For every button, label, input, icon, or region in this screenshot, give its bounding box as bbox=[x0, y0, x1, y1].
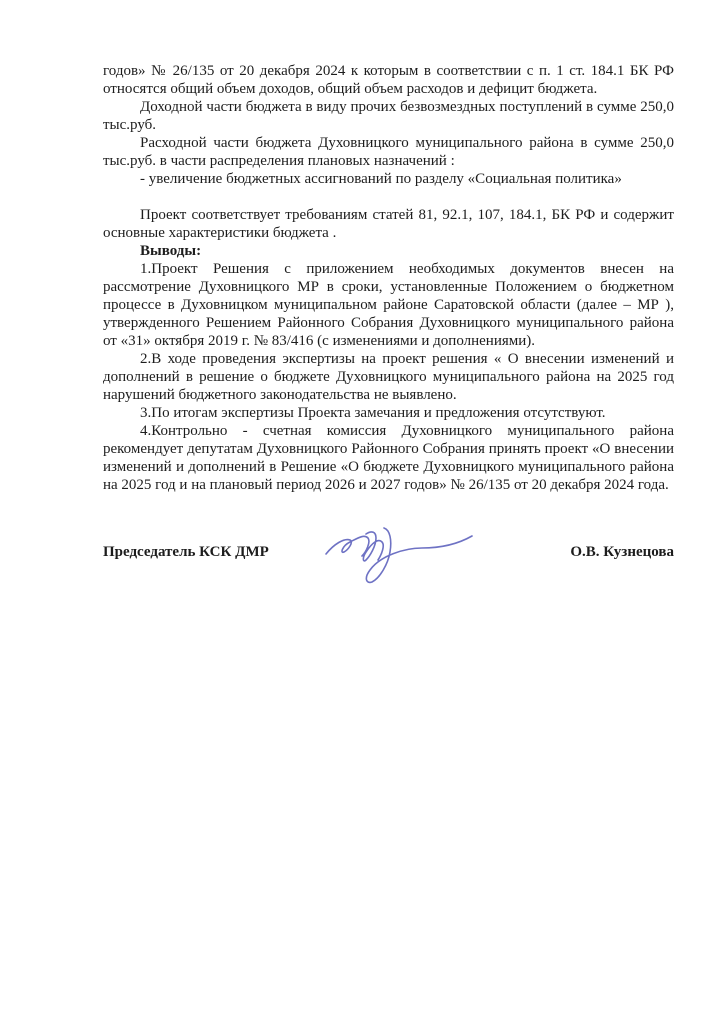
paragraph: годов» № 26/135 от 20 декабря 2024 к которым в соответствии с п. 1 ст. 184.1 БК РФ относятся общий объем доходов, общий объем расходов и дефицит бюджета. bbox=[103, 63, 674, 97]
handwritten-signature bbox=[320, 516, 480, 588]
document-body bbox=[103, 62, 674, 588]
signature-block bbox=[103, 516, 674, 588]
signer-title: Председатель КСК ДМР bbox=[103, 544, 269, 560]
paragraph: Проект соответствует требованиям статей 81, 92.1, 107, 184.1, БК РФ и содержит основные характеристики бюджета . bbox=[103, 207, 674, 241]
signer-name: О.В. Кузнецова bbox=[570, 544, 674, 560]
paragraph-spacer bbox=[103, 188, 674, 206]
signature-icon bbox=[320, 516, 480, 588]
paragraph: 3.По итогам экспертизы Проекта замечания и предложения отсутствуют. bbox=[140, 405, 606, 421]
paragraph: 1.Проект Решения с приложением необходимых документов внесен на рассмотрение Духовницкого МР в сроки, установленные Положением о бюджетном процессе в Духовницком муниципальном районе Саратовской области (далее – МР ), утвержденного Решением Районного Собрания Духовницкого муниципального района от «31» октября 2019 г. № 83/416 (с изменениями и дополнениями). bbox=[103, 261, 674, 349]
paragraph: 4.Контрольно - счетная комиссия Духовницкого муниципального района рекомендует депутатам Духовницкого Районного Собрания принять проект «О внесении изменений и дополнений в Решение «О бюджете Духовницкого муниципального района на 2025 год и на плановый период 2026 и 2027 годов» № 26/135 от 20 декабря 2024 года. bbox=[103, 423, 674, 493]
paragraph: 2.В ходе проведения экспертизы на проект решения « О внесении изменений и дополнений в решение о бюджете Духовницкого муниципального района на 2025 год нарушений бюджетного законодательства не выявлено. bbox=[103, 351, 674, 403]
paragraph: - увеличение бюджетных ассигнований по разделу «Социальная политика» bbox=[140, 171, 622, 187]
paragraph: Выводы: bbox=[140, 243, 202, 259]
paragraph: Доходной части бюджета в виду прочих безвозмездных поступлений в сумме 250,0 тыс.руб. bbox=[103, 99, 674, 133]
signature-stroke bbox=[326, 528, 472, 582]
paragraph: Расходной части бюджета Духовницкого муниципального района в сумме 250,0 тыс.руб. в части распределения плановых назначений : bbox=[103, 135, 674, 169]
paragraph-container bbox=[103, 62, 674, 494]
